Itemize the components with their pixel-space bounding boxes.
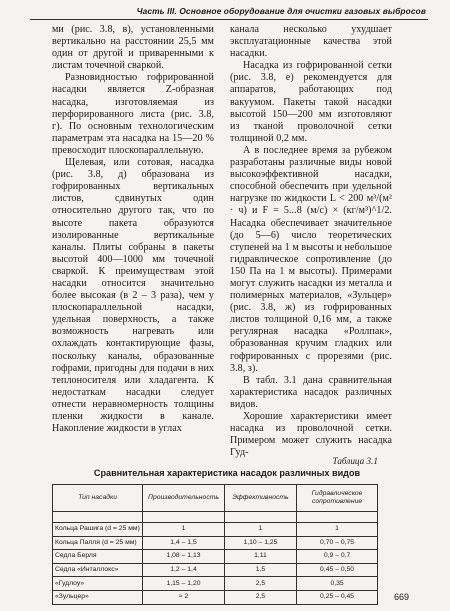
table-header-row bbox=[53, 485, 378, 512]
table-cell: 1 bbox=[143, 523, 225, 537]
paragraph: ми (рис. 3.8, в), установленными вертикально на расстоянии 25,5 мм один от другой и приваренными к листам точечной сваркой. bbox=[52, 24, 214, 72]
table-header-cell: Эффективность bbox=[224, 485, 296, 512]
table-cell: 0,45 – 0,50 bbox=[297, 563, 378, 577]
table-row bbox=[53, 590, 378, 604]
paragraph: В табл. 3.1 дана сравнительная характеристика насадок различных видов. bbox=[230, 374, 392, 410]
table-cell: «Гудлоу» bbox=[53, 577, 143, 591]
table-header-cell: Тип насадки bbox=[53, 485, 143, 512]
table-cell: ≈ 2 bbox=[143, 590, 225, 604]
header-rule bbox=[30, 19, 428, 20]
table-cell: 0,70 – 0,75 bbox=[297, 536, 378, 550]
table-cell: «Зульцер» bbox=[53, 590, 143, 604]
table-row bbox=[53, 536, 378, 550]
table-cell: 0,35 bbox=[297, 577, 378, 591]
table-cell: Кольца Палля (d = 25 мм) bbox=[53, 536, 143, 550]
table-row bbox=[53, 577, 378, 591]
paragraph: Хорошие характеристики имеет насадка из проволочной сетки. Примером может служить насадка Гуд- bbox=[230, 411, 392, 459]
table-cell: Кольца Рашига (d = 25 мм) bbox=[53, 523, 143, 537]
table-row bbox=[53, 523, 378, 537]
page-number: 669 bbox=[394, 592, 410, 602]
paragraph: Щелевая, или сотовая, насадка (рис. 3.8, д) образована из гофрированных вертикальных листов, сдвинутых один относительно другого так, что по высоте пакета образуются изолированные вертикальные каналы. Плиты собраны в пакеты высотой 400—1000 мм точечной сваркой. К преимуществам этой насадки относится значительно более высокая (в 2 – 3 раза), чем у плоскопараллельной насадки, удельная поверхность, а также возможность нагревать или охлаждать контактирующие фазы, поскольку каналы, образованные гофрами, пригодны для подачи в них теплоносителя или хладагента. К недостаткам насадки следует отнести неравномерность толщины пленки жидкости в канале. Накопление жидкости в углах bbox=[52, 157, 214, 435]
running-header: Часть III. Основное оборудование для очистки газовых выбросов bbox=[136, 6, 426, 16]
table-cell bbox=[224, 512, 296, 523]
paragraph: канала несколько ухудшает эксплуатационные качества этой насадки. bbox=[230, 24, 392, 60]
paragraph: Насадка из гофрированной сетки (рис. 3.8, е) рекомендуется для аппаратов, работающих под вакуумом. Пакеты такой насадки высотой 150—200 мм изготовляют из тканой проволочной сетки толщиной 0,2 мм. bbox=[230, 60, 392, 144]
table-cell: Седла «Инталлокс» bbox=[53, 563, 143, 577]
table-label: Таблица 3.1 bbox=[332, 456, 378, 466]
table-number-row bbox=[53, 512, 378, 523]
table-cell bbox=[53, 512, 143, 523]
table-cell bbox=[297, 512, 378, 523]
table-header-cell: Производительность bbox=[143, 485, 225, 512]
table-cell: 1,11 bbox=[224, 550, 296, 564]
table-cell bbox=[143, 512, 225, 523]
table-cell: 1 bbox=[297, 523, 378, 537]
right-column bbox=[230, 24, 392, 459]
table-cell: 1 bbox=[224, 523, 296, 537]
table-row bbox=[53, 550, 378, 564]
table-cell: 2,5 bbox=[224, 590, 296, 604]
left-column bbox=[52, 24, 214, 435]
comparison-table bbox=[52, 484, 378, 605]
table-title: Сравнительная характеристика насадок различных видов bbox=[93, 468, 361, 478]
table-cell: Седла Берля bbox=[53, 550, 143, 564]
table-cell: 0,9 – 0,7 bbox=[297, 550, 378, 564]
table-cell: 2,5 bbox=[224, 577, 296, 591]
table-row bbox=[53, 563, 378, 577]
table-cell: 1,2 – 1,4 bbox=[143, 563, 225, 577]
table-header-cell: Гидравлическое сопротивление bbox=[297, 485, 378, 512]
table-cell: 1,5 bbox=[224, 563, 296, 577]
table-cell: 0,25 – 0,45 bbox=[297, 590, 378, 604]
paragraph: А в последнее время за рубежом разработаны различные виды новой высокоэффективной насадки, способной обеспечить при удельной нагрузке по жидкости L < 200 м³/(м² · ч) и F = 5...8 (м/с) × (кг/м³)^1/2. Насадка обеспечивает значительное (до 5—6) число теоретических ступеней на 1 м высоты и небольшое гидравлическое сопротивление (до 150 Па на 1 м высоты). Примерами могут служить насадки из металла и полимерных материалов, «Зульцер» (рис. 3.8, ж) из гофрированных листов толщиной 0,16 мм, а также регулярная насадка «Роллпак», образованная кручим гладких или гофрированных с прорезями (рис. 3.8, з). bbox=[230, 144, 392, 374]
table-cell: 1,4 – 1,5 bbox=[143, 536, 225, 550]
paragraph: Разновидностью гофрированной насадки является Z-образная насадка, изготовляемая из перфорированного листа (рис. 3.8, г). По основным технологическим параметрам эта насадка на 15—20 % превосходит плоскопараллельную. bbox=[52, 72, 214, 156]
table-cell: 1,08 – 1,13 bbox=[143, 550, 225, 564]
table-cell: 1,10 – 1,25 bbox=[224, 536, 296, 550]
table-cell: 1,15 – 1,20 bbox=[143, 577, 225, 591]
